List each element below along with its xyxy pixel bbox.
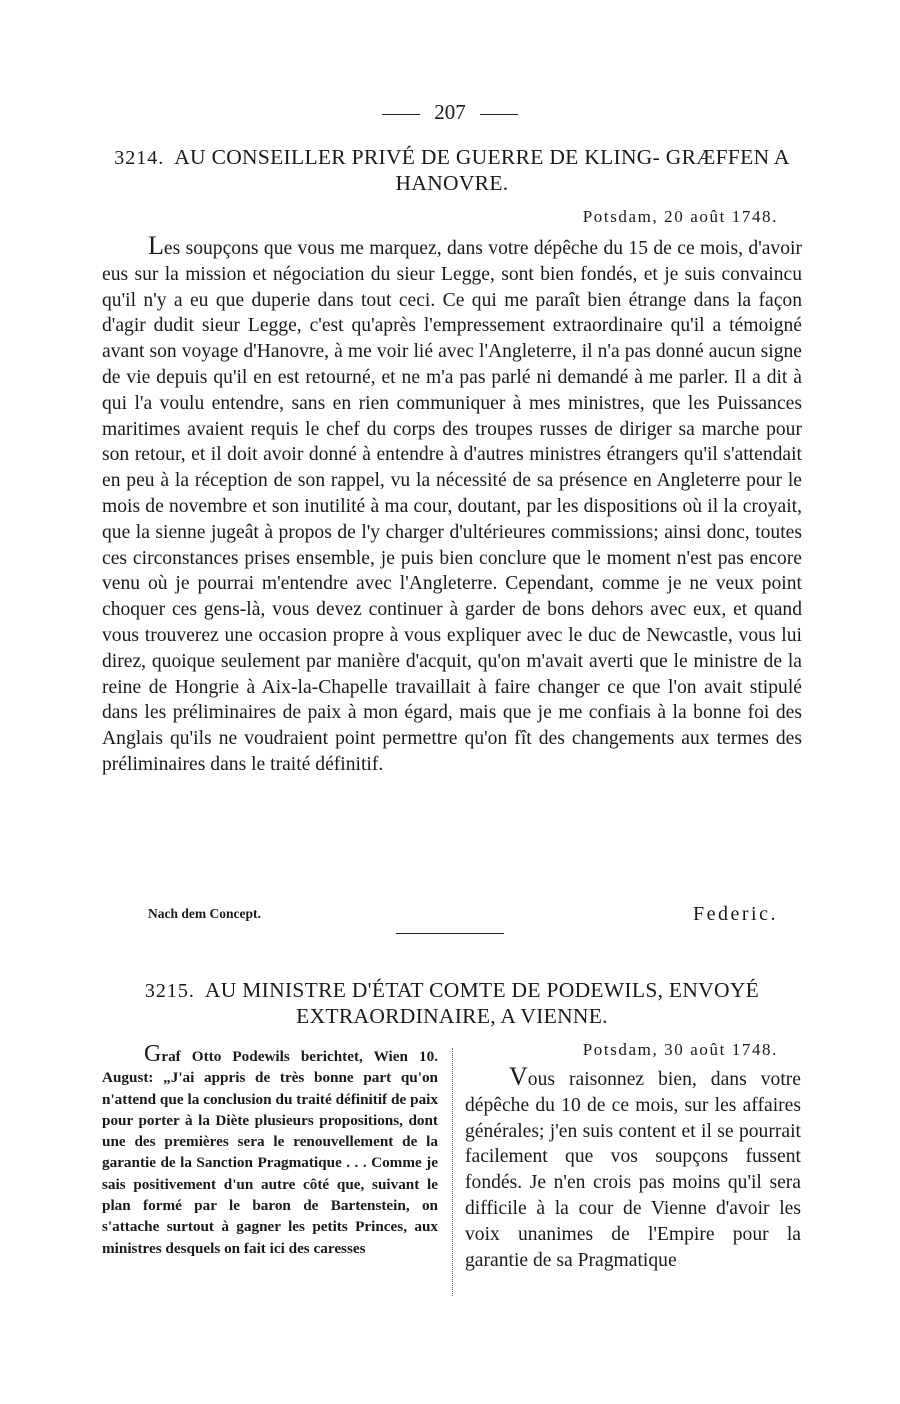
letter-3214-source: Nach dem Concept.	[148, 906, 261, 921]
letter-3215-dateline: Potsdam, 30 août 1748.	[582, 1040, 778, 1059]
letter-3214-title: AU CONSEILLER PRIVÉ DE GUERRE DE KLING- GRÆFFEN A HANOVRE.	[174, 145, 790, 195]
letter-3214-heading	[102, 145, 802, 196]
letter-3215-heading	[102, 978, 802, 1029]
letter-3215-initial: V	[509, 1062, 528, 1091]
letter-3214-initial: L	[148, 231, 164, 260]
column-separator	[452, 1048, 453, 1296]
letter-3215-title: AU MINISTRE D'ÉTAT COMTE DE PODEWILS, ENVOYÉ EXTRAORDINAIRE, A VIENNE.	[204, 978, 760, 1028]
letter-3215-note-text: raf Otto Podewils berichtet, Wien 10. August: „J'ai appris de très bonne part qu'on n'attend que la conclusion du traité définitif de paix pour porter à la Diète plusieurs propositions, dont une des premières sera le renouvellement de la garantie de la Sanction Pragmatique . . . Comme je sais positivement d'un autre côté que, suivant le plan formé par le baron de Bartenstein, on s'attache surtout à gagner les petits Princes, aux ministres desquels on fait ici des caresses	[102, 1048, 438, 1257]
letter-3214-body	[102, 233, 802, 778]
letter-3215-number: 3215.	[144, 980, 195, 1002]
letter-3214-text: es soupçons que vous me marquez, dans votre dépêche du 15 de ce mois, d'avoir eus sur la mission et négociation du sieur Legge, sont bien fondés, et je suis convaincu qu'il n'y a eu que duperie dans tout ceci. Ce qui me paraît bien étrange dans la façon d'agir dudit sieur Legge, c'est qu'après l'empressement extraordinaire qu'il a témoigné avant son voyage d'Hanovre, à me voir lié avec l'Angleterre, il n'a pas donné aucun signe de vie depuis qu'il en est retourné, et ne m'a pas parlé ni demandé à me parler. Il a dit à qui l'a voulu entendre, sans en rien communiquer à mes ministres, que les Puissances maritimes avaient requis le chef du corps des troupes russes de diriger sa marche pour son retour, et il doit avoir donné à entendre à d'autres ministres étrangers qu'il s'attendait en peu à la réception de son rappel, vu la nécessité de sa présence en Angleterre pour le mois de novembre et son inutilité à ma cour, doutant, par les dispositions où il la croyait, que la sienne jugeât à propos de l'y charger d'ultérieures commissions; ainsi donc, toutes ces circonstances prises ensemble, je puis bien conclure que le moment n'est pas encore venu où je pourrai m'entendre avec l'Angleterre. Cependant, comme je ne veux point choquer ces gens-là, vous devez continuer à garder de bons dehors avec eux, et quand vous trouverez une occasion propre à vous expliquer avec le duc de Newcastle, vous lui direz, quoique seulement par manière d'acquit, qu'on m'avait averti que le ministre de la reine de Hongrie à Aix-la-Chapelle travaillait à faire changer ce que l'on avait stipulé dans les préliminaires de paix à mon égard, mais que je me confiais à la bonne foi des Anglais qu'ils ne voudraient point permettre qu'on fît des changements aux termes des préliminaires dans le traité définitif.	[102, 238, 802, 775]
letter-3214-signature: Federic.	[693, 903, 778, 925]
page-number-dash-left	[382, 114, 420, 115]
page-number-dash-right	[480, 114, 518, 115]
letter-3214-number: 3214.	[114, 147, 165, 169]
page-number: 207	[0, 100, 900, 125]
letter-3214-dateline: Potsdam, 20 août 1748.	[582, 207, 778, 226]
letter-3215-text: ous raisonnez bien, dans votre dépêche du 10 de ce mois, sur les affaires générales; j'en suis content et il se pourrait facilement que vos soupçons fussent fondés. Je n'en crois pas moins qu'il sera difficile à la cour de Vienne d'avoir les voix unanimes de l'Empire pour la garantie de sa Pragmatique	[465, 1069, 801, 1271]
letter-3215-note-initial: G	[144, 1041, 162, 1067]
letter-3215-body	[465, 1064, 801, 1273]
section-divider	[396, 933, 504, 934]
letter-3215-report-note	[102, 1041, 438, 1259]
